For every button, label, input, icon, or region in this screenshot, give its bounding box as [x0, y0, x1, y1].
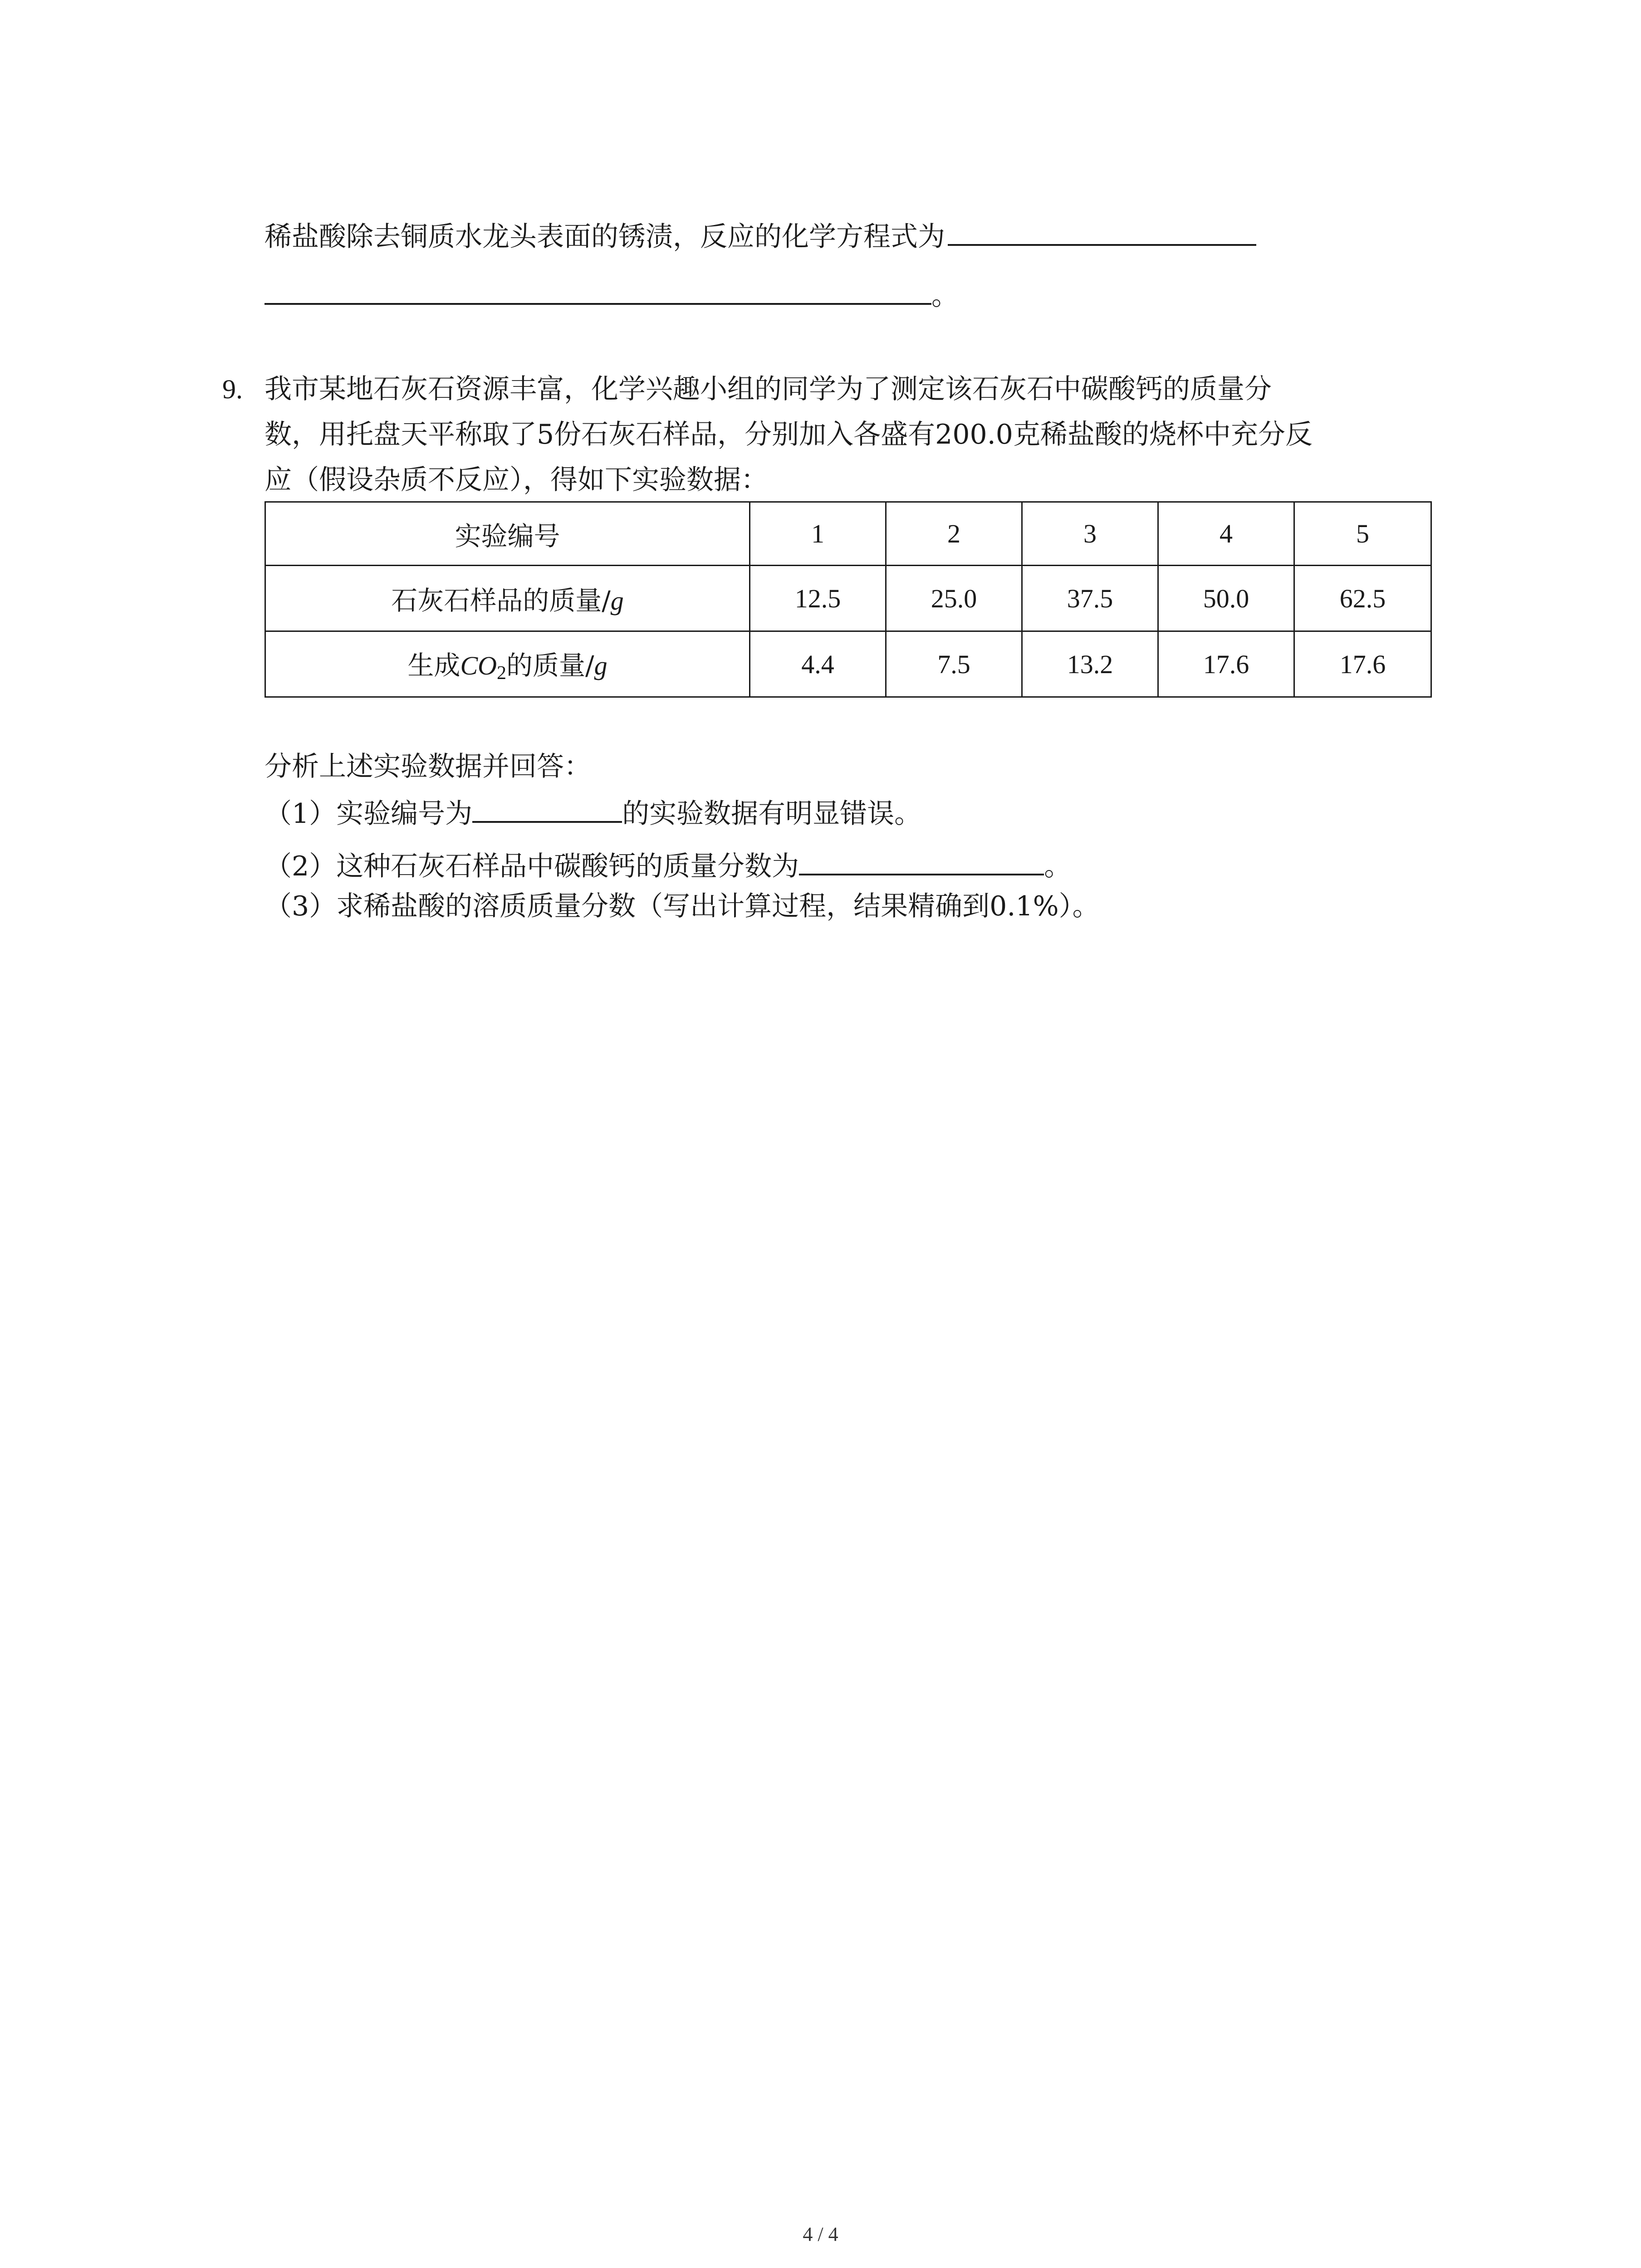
- sub-question-3: （3）求稀盐酸的溶质质量分数（写出计算过程，结果精确到0.1%）。: [265, 890, 1100, 922]
- row-label-text: 石灰石样品的质量/: [391, 585, 611, 616]
- intro-text: 稀盐酸除去铜质水龙头表面的锈渍，反应的化学方程式为: [265, 221, 945, 253]
- question-text-line-3: 应（假设杂质不反应），得如下实验数据：: [265, 464, 768, 496]
- answer-blank-q2[interactable]: [799, 847, 1044, 875]
- row-label-prefix: 生成: [407, 650, 460, 681]
- intro-line-1: [265, 218, 1256, 255]
- q1-prefix: （1）实验编号为: [265, 798, 473, 830]
- formula-subscript: 2: [497, 663, 507, 684]
- header-cell: 4: [1158, 502, 1294, 566]
- page-number: 4 / 4: [803, 2223, 838, 2245]
- table-cell: 13.2: [1022, 631, 1158, 697]
- table-row-co2-mass: [265, 631, 1431, 697]
- question-text-line-2: 数，用托盘天平称取了5份石灰石样品，分别加入各盛有200.0克稀盐酸的烧杯中充分反: [265, 419, 1313, 450]
- table-cell: 17.6: [1294, 631, 1431, 697]
- table-cell: 37.5: [1022, 566, 1158, 631]
- sub-question-1: [265, 795, 921, 832]
- analysis-lead: 分析上述实验数据并回答：: [265, 751, 591, 782]
- answer-blank-equation-2[interactable]: [265, 277, 931, 305]
- experiment-data-table: [265, 501, 1432, 698]
- intro-line-2: [265, 277, 959, 314]
- sub-question-2: [265, 847, 1071, 885]
- table-cell: 12.5: [750, 566, 886, 631]
- table-cell: 7.5: [886, 631, 1022, 697]
- q2-suffix: 。: [1044, 850, 1072, 882]
- q1-suffix: 的实验数据有明显错误。: [622, 798, 922, 830]
- unit-g: g: [610, 586, 624, 616]
- table-header-row: [265, 502, 1431, 566]
- table-cell: 4.4: [750, 631, 886, 697]
- header-cell: 5: [1294, 502, 1431, 566]
- table-cell: 17.6: [1158, 631, 1294, 697]
- header-cell: 2: [886, 502, 1022, 566]
- question-text-line-1: 我市某地石灰石资源丰富，化学兴趣小组的同学为了测定该石灰石中碳酸钙的质量分: [265, 373, 1272, 405]
- answer-blank-equation-1[interactable]: [948, 218, 1256, 246]
- row-label-co2-mass: [265, 631, 750, 697]
- table-cell: 25.0: [886, 566, 1022, 631]
- header-cell: 1: [750, 502, 886, 566]
- formula-co2: [460, 651, 507, 684]
- header-label-cell: 实验编号: [265, 502, 750, 566]
- row-label-suffix: 的质量/: [506, 650, 594, 681]
- answer-blank-q1[interactable]: [472, 795, 622, 823]
- intro-period: 。: [931, 280, 959, 312]
- question-number: 9.: [222, 374, 243, 404]
- formula-co: CO: [460, 651, 497, 680]
- table-cell: 62.5: [1294, 566, 1431, 631]
- table-cell: 50.0: [1158, 566, 1294, 631]
- header-cell: 3: [1022, 502, 1158, 566]
- unit-g: g: [594, 651, 607, 680]
- table-row-sample-mass: [265, 566, 1431, 631]
- q2-prefix: （2）这种石灰石样品中碳酸钙的质量分数为: [265, 850, 799, 882]
- row-label-sample-mass: [265, 566, 750, 631]
